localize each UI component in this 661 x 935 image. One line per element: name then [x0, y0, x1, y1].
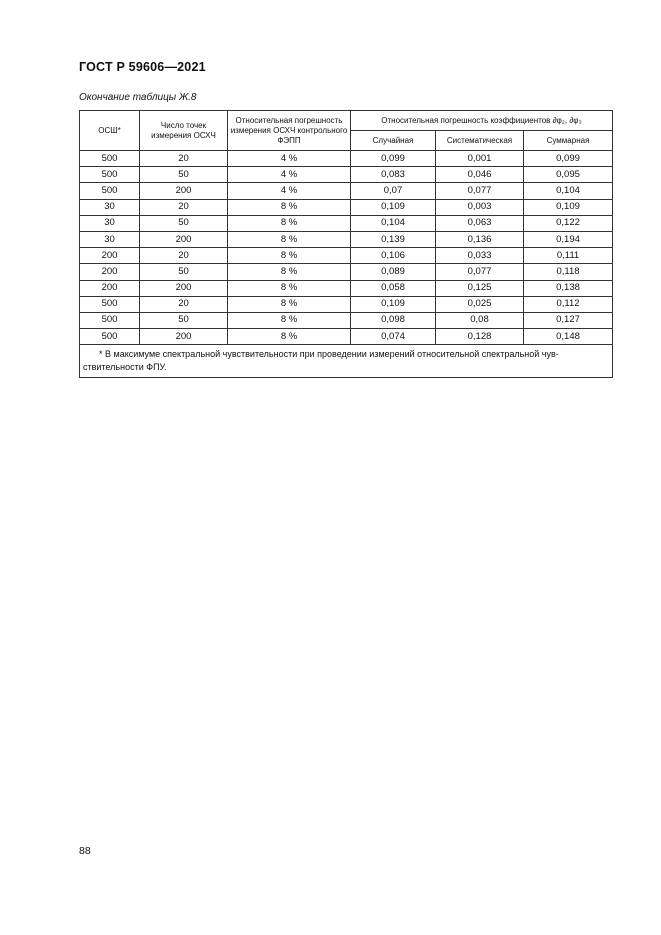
- cell-points: 200: [140, 231, 228, 247]
- cell-osh: 500: [80, 151, 140, 167]
- table-row: [80, 231, 613, 247]
- cell-random: 0,106: [351, 248, 436, 264]
- table-row: [80, 280, 613, 296]
- cell-relative-error: 8 %: [228, 199, 351, 215]
- cell-osh: 30: [80, 231, 140, 247]
- cell-osh: 200: [80, 280, 140, 296]
- cell-random: 0,089: [351, 264, 436, 280]
- cell-systematic: 0,128: [436, 329, 524, 345]
- header-total: Суммарная: [524, 131, 613, 151]
- cell-osh: 500: [80, 312, 140, 328]
- cell-points: 50: [140, 167, 228, 183]
- cell-osh: 200: [80, 248, 140, 264]
- cell-relative-error: 8 %: [228, 312, 351, 328]
- header-random: Случайная: [351, 131, 436, 151]
- cell-random: 0,074: [351, 329, 436, 345]
- footnote-cell: [80, 345, 613, 378]
- footnote-row: [80, 345, 613, 378]
- cell-total: 0,122: [524, 215, 613, 231]
- cell-relative-error: 8 %: [228, 248, 351, 264]
- cell-points: 200: [140, 329, 228, 345]
- cell-random: 0,109: [351, 296, 436, 312]
- cell-points: 20: [140, 248, 228, 264]
- table-header: [80, 111, 613, 151]
- cell-random: 0,07: [351, 183, 436, 199]
- cell-total: 0,148: [524, 329, 613, 345]
- cell-osh: 30: [80, 215, 140, 231]
- cell-systematic: 0,033: [436, 248, 524, 264]
- cell-systematic: 0,077: [436, 183, 524, 199]
- cell-systematic: 0,025: [436, 296, 524, 312]
- table-row: [80, 248, 613, 264]
- cell-points: 20: [140, 199, 228, 215]
- footnote-text: * В максимуме спектральной чувствительности при проведении измерений относительной спектральной чувствительности ФПУ.: [83, 349, 559, 372]
- cell-osh: 500: [80, 167, 140, 183]
- cell-points: 200: [140, 280, 228, 296]
- cell-total: 0,099: [524, 151, 613, 167]
- table-row: [80, 312, 613, 328]
- cell-points: 50: [140, 312, 228, 328]
- cell-systematic: 0,063: [436, 215, 524, 231]
- cell-points: 200: [140, 183, 228, 199]
- cell-systematic: 0,136: [436, 231, 524, 247]
- cell-points: 50: [140, 264, 228, 280]
- cell-total: 0,109: [524, 199, 613, 215]
- cell-points: 50: [140, 215, 228, 231]
- cell-relative-error: 8 %: [228, 280, 351, 296]
- cell-total: 0,095: [524, 167, 613, 183]
- cell-random: 0,139: [351, 231, 436, 247]
- table-row: [80, 167, 613, 183]
- cell-total: 0,138: [524, 280, 613, 296]
- cell-relative-error: 4 %: [228, 167, 351, 183]
- cell-total: 0,194: [524, 231, 613, 247]
- cell-total: 0,127: [524, 312, 613, 328]
- table-caption: Окончание таблицы Ж.8: [79, 92, 197, 103]
- cell-total: 0,111: [524, 248, 613, 264]
- cell-random: 0,083: [351, 167, 436, 183]
- document-code: ГОСТ Р 59606—2021: [79, 60, 206, 74]
- table-row: [80, 296, 613, 312]
- cell-points: 20: [140, 296, 228, 312]
- cell-osh: 500: [80, 296, 140, 312]
- cell-systematic: 0,125: [436, 280, 524, 296]
- header-systematic: Систематическая: [436, 131, 524, 151]
- cell-osh: 30: [80, 199, 140, 215]
- header-osh: ОСШ*: [80, 111, 140, 151]
- cell-osh: 500: [80, 183, 140, 199]
- cell-systematic: 0,046: [436, 167, 524, 183]
- cell-relative-error: 8 %: [228, 264, 351, 280]
- header-relative-error: Относительная погрешность измерения ОСХЧ контрольного ФЭПП: [228, 111, 351, 151]
- table-row: [80, 264, 613, 280]
- cell-relative-error: 4 %: [228, 151, 351, 167]
- table-body: [80, 151, 613, 345]
- cell-systematic: 0,001: [436, 151, 524, 167]
- cell-relative-error: 8 %: [228, 215, 351, 231]
- cell-relative-error: 4 %: [228, 183, 351, 199]
- cell-systematic: 0,08: [436, 312, 524, 328]
- cell-random: 0,109: [351, 199, 436, 215]
- cell-total: 0,112: [524, 296, 613, 312]
- table-row: [80, 183, 613, 199]
- cell-relative-error: 8 %: [228, 231, 351, 247]
- cell-points: 20: [140, 151, 228, 167]
- cell-random: 0,099: [351, 151, 436, 167]
- header-points-count: Число точек измерения ОСХЧ: [140, 111, 228, 151]
- cell-relative-error: 8 %: [228, 329, 351, 345]
- cell-osh: 500: [80, 329, 140, 345]
- table-row: [80, 329, 613, 345]
- cell-random: 0,058: [351, 280, 436, 296]
- table-row: [80, 151, 613, 167]
- cell-random: 0,104: [351, 215, 436, 231]
- table-row: [80, 199, 613, 215]
- cell-random: 0,098: [351, 312, 436, 328]
- header-coefficient-error-group: Относительная погрешность коэффициентов ∂φ₂, ∂φ₃: [351, 111, 613, 131]
- table-row: [80, 215, 613, 231]
- data-table: [79, 110, 613, 378]
- cell-systematic: 0,003: [436, 199, 524, 215]
- cell-total: 0,118: [524, 264, 613, 280]
- cell-relative-error: 8 %: [228, 296, 351, 312]
- cell-total: 0,104: [524, 183, 613, 199]
- page-number: 88: [79, 845, 91, 857]
- cell-osh: 200: [80, 264, 140, 280]
- cell-systematic: 0,077: [436, 264, 524, 280]
